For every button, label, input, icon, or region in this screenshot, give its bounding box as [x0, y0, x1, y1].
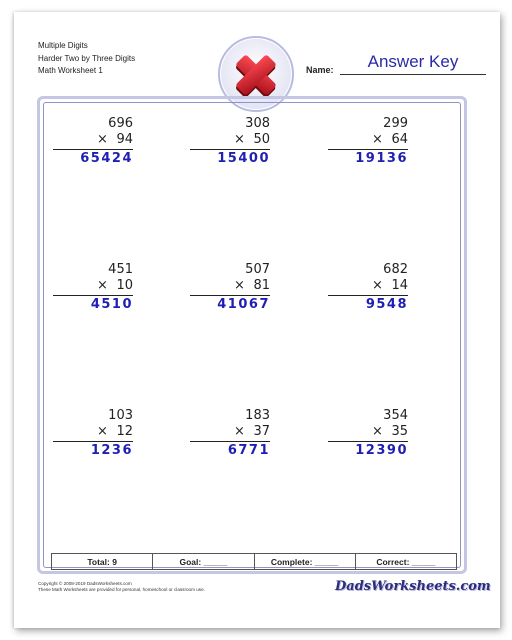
- header-line-1: Multiple Digits: [38, 41, 88, 50]
- multiplier: 81: [253, 278, 270, 293]
- multiplier-row: [53, 424, 133, 440]
- name-field: [306, 54, 486, 78]
- site-logo: DadsWorksheets.com: [335, 579, 491, 594]
- multiplier-row: [190, 132, 270, 148]
- multiplier: 12: [116, 424, 133, 439]
- multiplier-row: [328, 132, 408, 148]
- multiplier-row: [190, 278, 270, 294]
- product-answer: 6771: [227, 443, 270, 458]
- problem-2: [190, 116, 270, 168]
- multiplier-row: [190, 424, 270, 440]
- problem-6: [328, 262, 408, 314]
- multiplicand: 682: [383, 262, 408, 277]
- worksheet-header: [38, 40, 135, 78]
- multiplicand: 308: [245, 116, 270, 131]
- multiplicand: 103: [108, 408, 133, 423]
- header-line-3: Math Worksheet 1: [38, 66, 103, 75]
- multiplicand: 507: [245, 262, 270, 277]
- total-field: Total: 9: [52, 554, 153, 569]
- problem-8: [190, 408, 270, 460]
- header-line-2: Harder Two by Three Digits: [38, 53, 136, 63]
- multiplicand: 354: [383, 408, 408, 423]
- multiply-sign: ×: [372, 424, 383, 439]
- product-answer: 12390: [355, 443, 408, 458]
- multiplier-row: [328, 278, 408, 294]
- correct-field: Correct: _____: [376, 556, 436, 567]
- multiplier-row: [53, 132, 133, 148]
- multiply-sign: ×: [234, 132, 245, 147]
- multiply-sign: ×: [372, 132, 383, 147]
- multiplicand: 299: [383, 116, 408, 131]
- complete-field: Complete: _____: [255, 554, 356, 569]
- multiplier: 10: [116, 278, 133, 293]
- multiplier: 14: [391, 278, 408, 293]
- product-answer: 41067: [217, 297, 270, 312]
- name-label: Name:: [306, 65, 334, 75]
- product-answer: 15400: [217, 151, 270, 166]
- copyright-line-1: Copyright © 2008-2019 DadsWorksheets.com: [38, 581, 132, 586]
- multiplier-row: [53, 278, 133, 294]
- multiply-sign: ×: [234, 424, 245, 439]
- product-answer: 9548: [365, 297, 408, 312]
- copyright-line-2: These Math Worksheets are provided for personal, homeschool or classroom use.: [38, 587, 205, 592]
- copyright-notice: [38, 581, 205, 593]
- multiply-sign: ×: [97, 424, 108, 439]
- multiply-sign: ×: [97, 278, 108, 293]
- multiplier: 64: [391, 132, 408, 147]
- product-answer: 4510: [90, 297, 133, 312]
- multiplicand: 451: [108, 262, 133, 277]
- problem-3: [328, 116, 408, 168]
- multiplier: 35: [391, 424, 408, 439]
- problem-5: [190, 262, 270, 314]
- problem-9: [328, 408, 408, 460]
- multiplier: 94: [116, 132, 133, 147]
- name-underline: [340, 74, 486, 75]
- multiplier: 37: [253, 424, 270, 439]
- multiplier: 50: [253, 132, 270, 147]
- product-answer: 1236: [90, 443, 133, 458]
- score-bar: [51, 553, 457, 570]
- product-answer: 65424: [80, 151, 133, 166]
- multiplicand: 696: [108, 116, 133, 131]
- problem-7: [53, 408, 133, 460]
- problem-4: [53, 262, 133, 314]
- multiply-sign: ×: [97, 132, 108, 147]
- multiplicand: 183: [245, 408, 270, 423]
- problem-1: [53, 116, 133, 168]
- name-value: Answer Key: [367, 52, 459, 71]
- multiplier-row: [328, 424, 408, 440]
- multiply-sign: ×: [372, 278, 383, 293]
- product-answer: 19136: [355, 151, 408, 166]
- multiply-sign: ×: [234, 278, 245, 293]
- goal-field: Goal: _____: [153, 554, 254, 569]
